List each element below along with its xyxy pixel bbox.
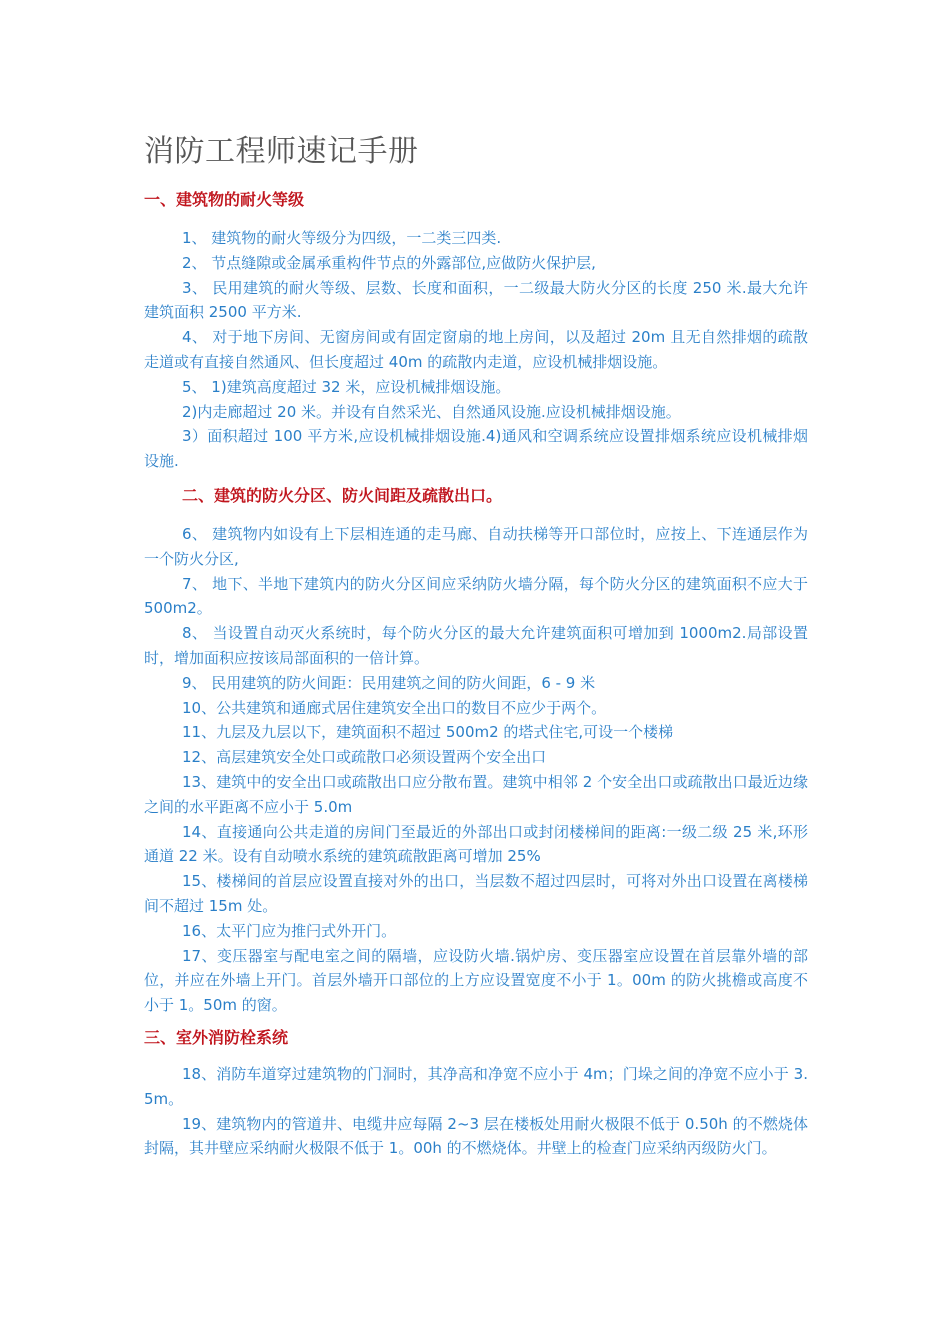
document-page bbox=[144, 130, 808, 1161]
paragraph: 3、 民用建筑的耐火等级、层数、长度和面积，一二级最大防火分区的长度 250 米.最大允许建筑面积 2500 平方米. bbox=[144, 278, 808, 322]
paragraph: 9、 民用建筑的防火间距：民用建筑之间的防火间距，6 - 9 米 bbox=[182, 673, 596, 692]
paragraph: 12、高层建筑安全处口或疏散口必须设置两个安全出口 bbox=[182, 748, 547, 767]
paragraph: 2、 节点缝隙或金属承重构件节点的外露部位,应做防火保护层, bbox=[182, 253, 596, 272]
paragraph: 15、楼梯间的首层应设置直接对外的出口，当层数不超过四层时，可将对外出口设置在离楼梯间不超过 15m 处。 bbox=[144, 872, 808, 915]
paragraph: 16、太平门应为推闩式外开门。 bbox=[182, 921, 397, 940]
paragraph: 14、直接通向公共走道的房间门至最近的外部出口或封闭楼梯间的距离:一级二级 25 米,环形通道 22 米。设有自动喷水系统的建筑疏散距离可增加 25% bbox=[144, 822, 808, 866]
paragraph: 7、 地下、半地下建筑内的防火分区间应采纳防火墙分隔，每个防火分区的建筑面积不应大于 500m2。 bbox=[144, 574, 808, 618]
paragraph: 17、变压器室与配电室之间的隔墙，应设防火墙.锅炉房、变压器室应设置在首层靠外墙的部位，并应在外墙上开门。首层外墙开口部位的上方应设置宽度不小于 1。00m 的防火挑檐或高度不小于 1。50m 的窗。 bbox=[144, 946, 808, 1015]
document-title: 消防工程师速记手册 bbox=[144, 134, 419, 169]
section-heading-2: 二、建筑的防火分区、防火间距及疏散出口。 bbox=[182, 485, 503, 505]
paragraph: 6、 建筑物内如设有上下层相连通的走马廊、自动扶梯等开口部位时，应按上、下连通层作为一个防火分区, bbox=[144, 524, 808, 568]
paragraph: 19、建筑物内的管道井、电缆井应每隔 2~3 层在楼板处用耐火极限不低于 0.50h 的不燃烧体封隔，其井壁应采纳耐火极限不低于 1。00h 的不燃烧体。井壁上的检查门应采纳丙级防火门。 bbox=[144, 1114, 808, 1158]
paragraph: 18、消防车道穿过建筑物的门洞时，其净高和净宽不应小于 4m；门垛之间的净宽不应小于 3.5m。 bbox=[144, 1064, 808, 1108]
paragraph: 8、 当设置自动灭火系统时，每个防火分区的最大允许建筑面积可增加到 1000m2.局部设置时，增加面积应按该局部面积的一倍计算。 bbox=[144, 624, 808, 667]
paragraph: 3）面积超过 100 平方米,应设机械排烟设施.4)通风和空调系统应设置排烟系统应设机械排烟设施. bbox=[144, 427, 808, 471]
section-heading-1: 一、建筑物的耐火等级 bbox=[144, 190, 305, 209]
paragraph: 2)内走廊超过 20 米。并设有自然采光、自然通风设施.应设机械排烟设施。 bbox=[182, 402, 681, 421]
paragraph: 11、九层及九层以下，建筑面积不超过 500m2 的塔式住宅,可设一个楼梯 bbox=[182, 723, 674, 742]
paragraph: 10、公共建筑和通廊式居住建筑安全出口的数目不应少于两个。 bbox=[182, 698, 607, 717]
section-heading-3: 三、室外消防栓系统 bbox=[144, 1027, 289, 1047]
paragraph: 13、建筑中的安全出口或疏散出口应分散布置。建筑中相邻 2 个安全出口或疏散出口最近边缘之间的水平距离不应小于 5.0m bbox=[144, 772, 808, 816]
paragraph: 5、 1)建筑高度超过 32 米，应设机械排烟设施。 bbox=[182, 377, 511, 396]
paragraph: 1、 建筑物的耐火等级分为四级，一二类三四类. bbox=[182, 229, 502, 247]
paragraph: 4、 对于地下房间、无窗房间或有固定窗扇的地上房间，以及超过 20m 且无自然排烟的疏散走道或有直接自然通风、但长度超过 40m 的疏散内走道，应设机械排烟设施。 bbox=[144, 328, 808, 371]
